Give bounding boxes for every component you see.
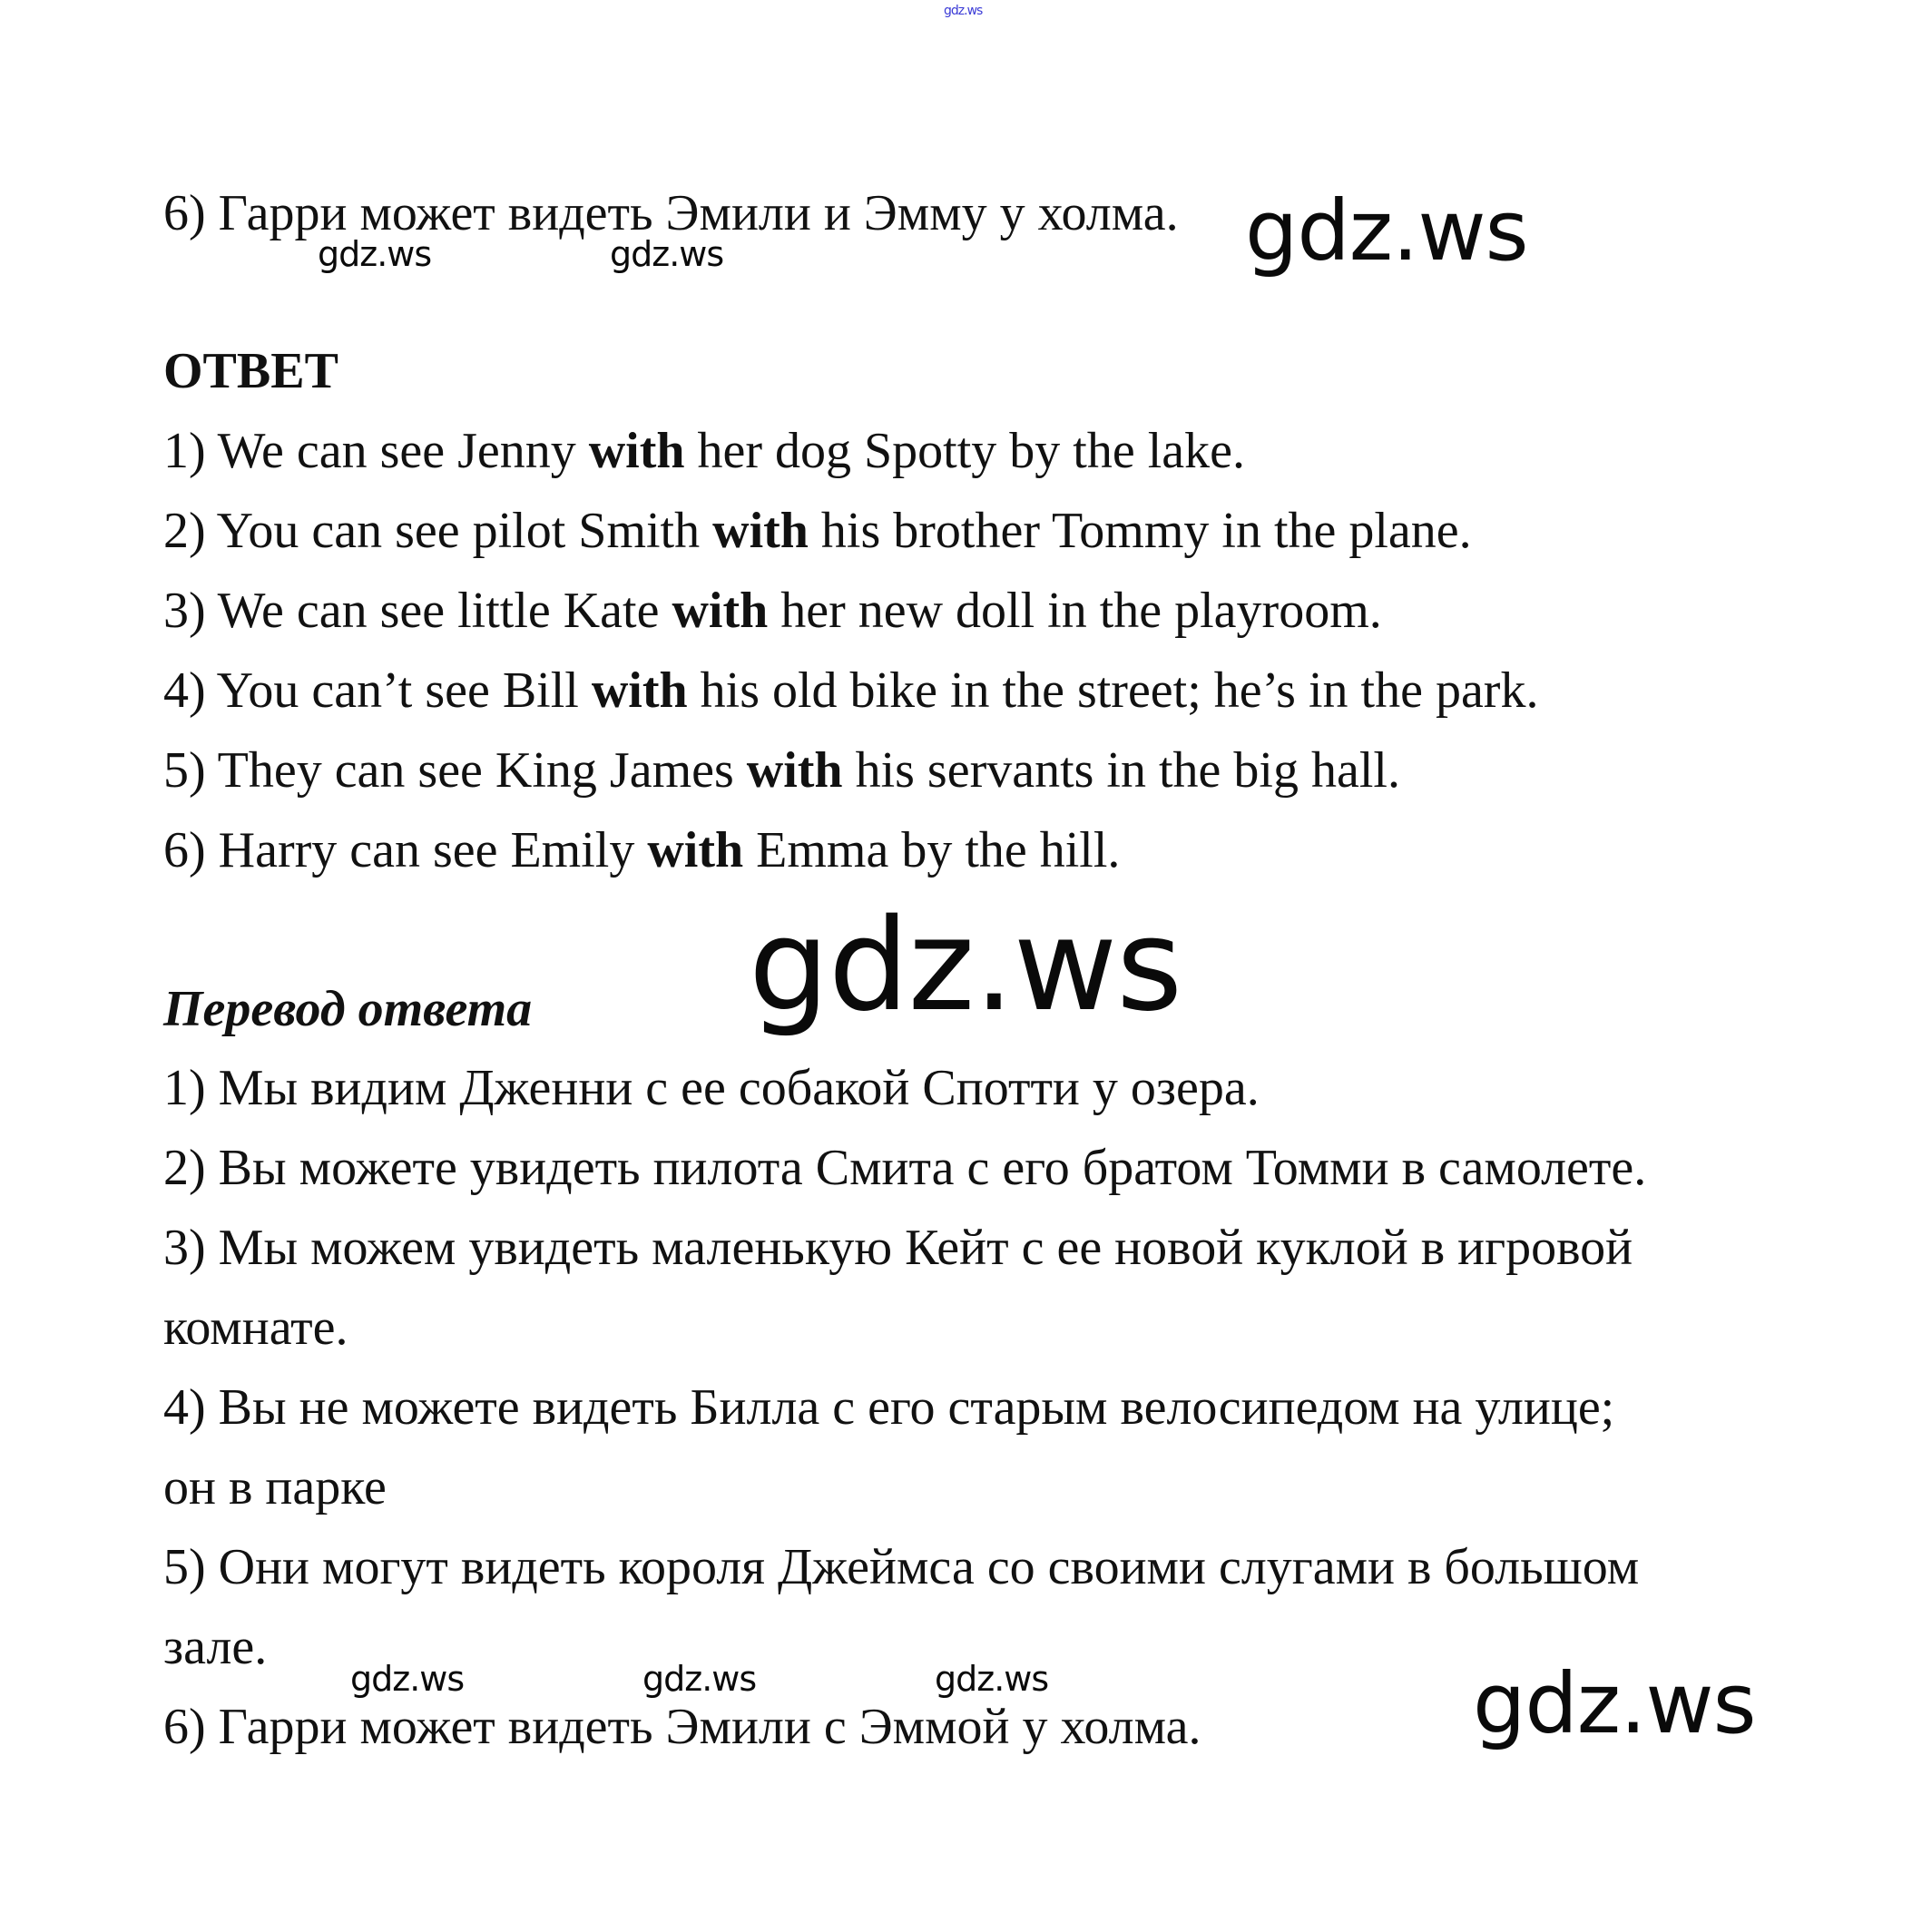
watermark-top-tiny: gdz.ws [944,4,983,18]
answer-item-1 [163,422,1245,480]
answer-item-text: Emma by the hill. [743,822,1121,878]
watermark-small-1: gdz.ws [318,234,432,274]
answer-item-text: his brother Tommy in the plane. [808,503,1472,559]
answer-bold-word: with [746,742,843,799]
answer-bold-word: with [591,662,688,719]
translation-line-2: 2) Вы можете увидеть пилота Смита с его братом Томми в самолете. [163,1140,1647,1196]
watermark-small-3: gdz.ws [350,1659,465,1699]
answer-item-6 [163,821,1120,879]
answer-item-text: 5) They can see King James [163,742,747,799]
answer-item-text: 2) You can see pilot Smith [163,503,713,559]
translation-line-3: 3) Мы можем увидеть маленькую Кейт с ее новой куклой в игровой [163,1220,1633,1276]
translation-line-5: 5) Они могут видеть короля Джеймса со своими слугами в большом [163,1539,1640,1595]
answer-item-text: her new doll in the playroom. [768,583,1382,639]
translation-line-3-cont: комнате. [163,1299,348,1356]
watermark-large-bottom-right: gdz.ws [1473,1655,1756,1752]
translation-line-5-cont: зале. [163,1619,268,1675]
answer-item-text: 6) Harry can see Emily [163,822,648,878]
intro-line-6: 6) Гарри может видеть Эмили и Эмму у холма. [163,185,1179,241]
translation-line-1: 1) Мы видим Дженни с ее собакой Спотти у озера. [163,1060,1260,1116]
answer-bold-word: with [647,822,744,878]
answer-bold-word: with [712,503,809,559]
answer-item-text: 1) We can see Jenny [163,423,589,479]
answer-item-5 [163,741,1400,799]
translation-heading: Перевод ответа [163,981,533,1037]
answer-item-2 [163,502,1472,560]
answer-item-text: his servants in the big hall. [842,742,1400,799]
watermark-large-center: gdz.ws [749,892,1182,1040]
answer-bold-word: with [588,423,685,479]
translation-line-4: 4) Вы не можете видеть Билла с его старым велосипедом на улице; [163,1379,1615,1436]
translation-line-4-cont: он в парке [163,1459,387,1515]
answer-item-text: 3) We can see little Kate [163,583,672,639]
watermark-small-2: gdz.ws [610,234,724,274]
watermark-large-top-right: gdz.ws [1245,182,1528,280]
answer-item-text: his old bike in the street; he’s in the park. [687,662,1539,719]
watermark-small-5: gdz.ws [935,1659,1049,1699]
answer-heading: ОТВЕТ [163,343,338,399]
answer-item-text: 4) You can’t see Bill [163,662,592,719]
answer-item-text: her dog Spotty by the lake. [684,423,1245,479]
answer-item-4 [163,662,1538,720]
answer-item-3 [163,582,1382,640]
watermark-small-4: gdz.ws [642,1659,757,1699]
translation-line-6: 6) Гарри может видеть Эмили с Эммой у холма. [163,1699,1201,1755]
answer-bold-word: with [672,583,769,639]
